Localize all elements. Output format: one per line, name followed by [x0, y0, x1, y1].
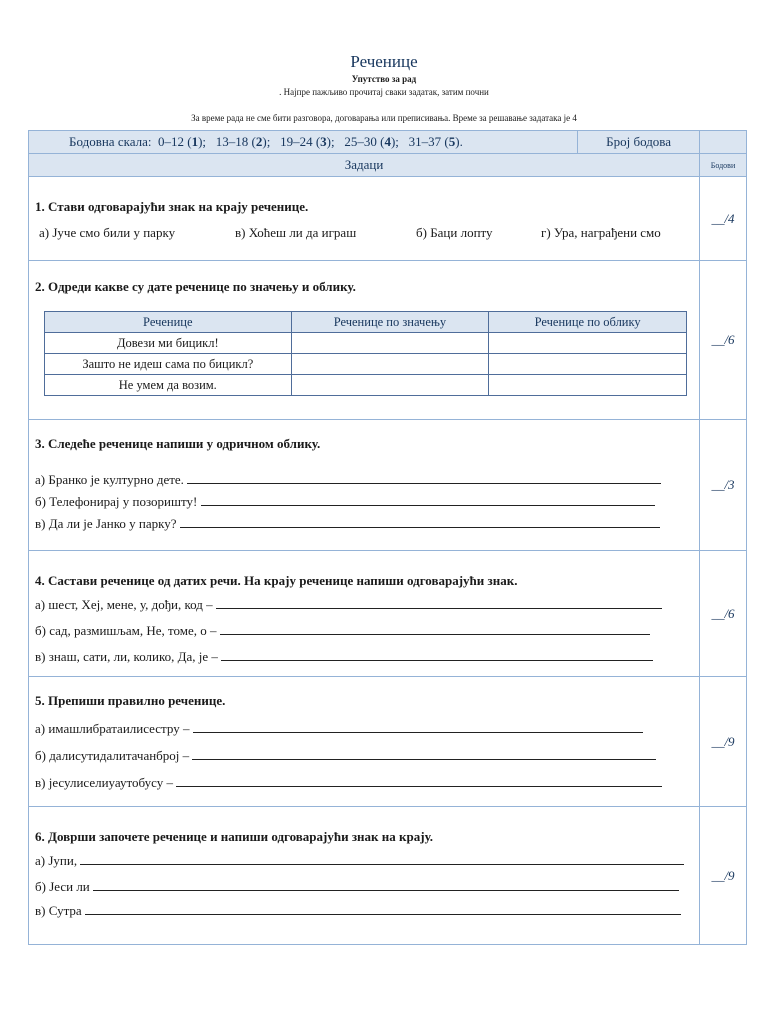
- answer-line[interactable]: [193, 722, 643, 733]
- grading-scale: [29, 131, 578, 154]
- tasks-heading: Задаци: [29, 154, 700, 177]
- task-1: [29, 177, 700, 261]
- form-answer-cell[interactable]: [489, 375, 687, 396]
- task-6-score[interactable]: __/9: [700, 807, 747, 945]
- task-3-item-a: а) Бранко је културно дете.: [35, 472, 661, 488]
- task-5: [29, 677, 700, 807]
- task-2-score[interactable]: __/6: [700, 261, 747, 420]
- task-3-score[interactable]: __/3: [700, 420, 747, 551]
- column-header-by-meaning: Реченице по значењу: [291, 312, 489, 333]
- answer-line[interactable]: [80, 854, 684, 865]
- task-4: [29, 551, 700, 677]
- answer-line[interactable]: [93, 880, 679, 891]
- task-5-item-v: в) јесулиселиуаутобусу –: [35, 775, 662, 791]
- answer-line[interactable]: [180, 517, 660, 528]
- instructions-line-1: . Најпре пажљиво прочитај сваки задатак, затим почни: [279, 87, 489, 97]
- task-4-item-b: б) сад, размишљам, Не, томе, о –: [35, 623, 650, 639]
- table-row-sentence: Зашто не идеш сама по бицикл?: [45, 354, 292, 375]
- task-3-item-v: в) Да ли је Јанко у парку?: [35, 516, 660, 532]
- task-6: [29, 807, 700, 945]
- meaning-answer-cell[interactable]: [291, 333, 489, 354]
- task-6-question: 6. Доврши започете реченице и напиши одговарајући знак на крају.: [35, 829, 434, 844]
- sentence-classification-table: [44, 311, 687, 396]
- table-row-sentence: Довези ми бицикл!: [45, 333, 292, 354]
- table-row-sentence: Не умем да возим.: [45, 375, 292, 396]
- task-3-item-b: б) Телефонирај у позоришту!: [35, 494, 655, 510]
- task-4-question: 4. Састави реченице од датих речи. На крају реченице напиши одговарајући знак.: [35, 573, 518, 588]
- task-6-item-a: а) Јупи,: [35, 853, 684, 869]
- task-5-item-a: а) имашлибратаилисестру –: [35, 721, 643, 737]
- form-answer-cell[interactable]: [489, 354, 687, 375]
- task-5-question: 5. Препиши правилно реченице.: [35, 693, 226, 708]
- meaning-answer-cell[interactable]: [291, 354, 489, 375]
- task-5-score[interactable]: __/9: [700, 677, 747, 807]
- instructions-heading: Упутство за рад: [351, 74, 417, 84]
- page-title: Реченице: [350, 52, 418, 71]
- points-total-field[interactable]: [700, 131, 747, 154]
- grading-scale-range-5: 31–37 (5).: [408, 134, 463, 149]
- task-1-item-v: в) Хоћеш ли да играш: [235, 225, 357, 240]
- grading-scale-range-3: 19–24 (3);: [280, 134, 335, 149]
- task-1-score[interactable]: __/4: [700, 177, 747, 261]
- task-6-item-b: б) Јеси ли: [35, 879, 679, 895]
- grading-scale-label: Бодовна скала:: [69, 134, 152, 149]
- worksheet-table: [28, 130, 747, 945]
- answer-line[interactable]: [201, 495, 655, 506]
- task-3: [29, 420, 700, 551]
- points-total-label: Број бодова: [578, 131, 700, 154]
- grading-scale-range-1: 0–12 (1);: [157, 134, 207, 149]
- task-1-item-g: г) Ура, награђени смо: [541, 225, 661, 240]
- task-3-question: 3. Следеће реченице напиши у одричном облику.: [35, 436, 321, 451]
- task-4-score[interactable]: __/6: [700, 551, 747, 677]
- column-header-sentences: Реченице: [45, 312, 292, 333]
- instructions-line-2: За време рада не сме бити разговора, договарања или преписивања. Време за решавање задатака је 4: [191, 113, 577, 123]
- answer-line[interactable]: [192, 749, 656, 760]
- form-answer-cell[interactable]: [489, 333, 687, 354]
- answer-line[interactable]: [220, 624, 650, 635]
- task-1-item-b: б) Баци лопту: [416, 225, 493, 240]
- answer-line[interactable]: [176, 776, 662, 787]
- grading-scale-range-2: 13–18 (2);: [215, 134, 271, 149]
- answer-line[interactable]: [187, 473, 661, 484]
- task-2: [29, 261, 700, 420]
- task-5-item-b: б) далисутидалитачанброј –: [35, 748, 656, 764]
- task-1-question: 1. Стави одговарајући знак на крају реченице.: [35, 199, 309, 214]
- task-6-item-v: в) Сутра: [35, 903, 681, 919]
- grading-scale-range-4: 25–30 (4);: [344, 134, 399, 149]
- task-1-item-a: а) Јуче смо били у парку: [39, 225, 176, 240]
- task-4-item-v: в) знаш, сати, ли, колико, Да, је –: [35, 649, 653, 665]
- answer-line[interactable]: [221, 650, 653, 661]
- points-column-heading: Бодови: [700, 154, 747, 177]
- answer-line[interactable]: [85, 904, 681, 915]
- column-header-by-form: Реченице по облику: [489, 312, 687, 333]
- task-4-item-a: а) шест, Хеј, мене, у, дођи, код –: [35, 597, 662, 613]
- meaning-answer-cell[interactable]: [291, 375, 489, 396]
- answer-line[interactable]: [216, 598, 662, 609]
- task-2-question: 2. Одреди какве су дате реченице по значењу и облику.: [35, 279, 356, 294]
